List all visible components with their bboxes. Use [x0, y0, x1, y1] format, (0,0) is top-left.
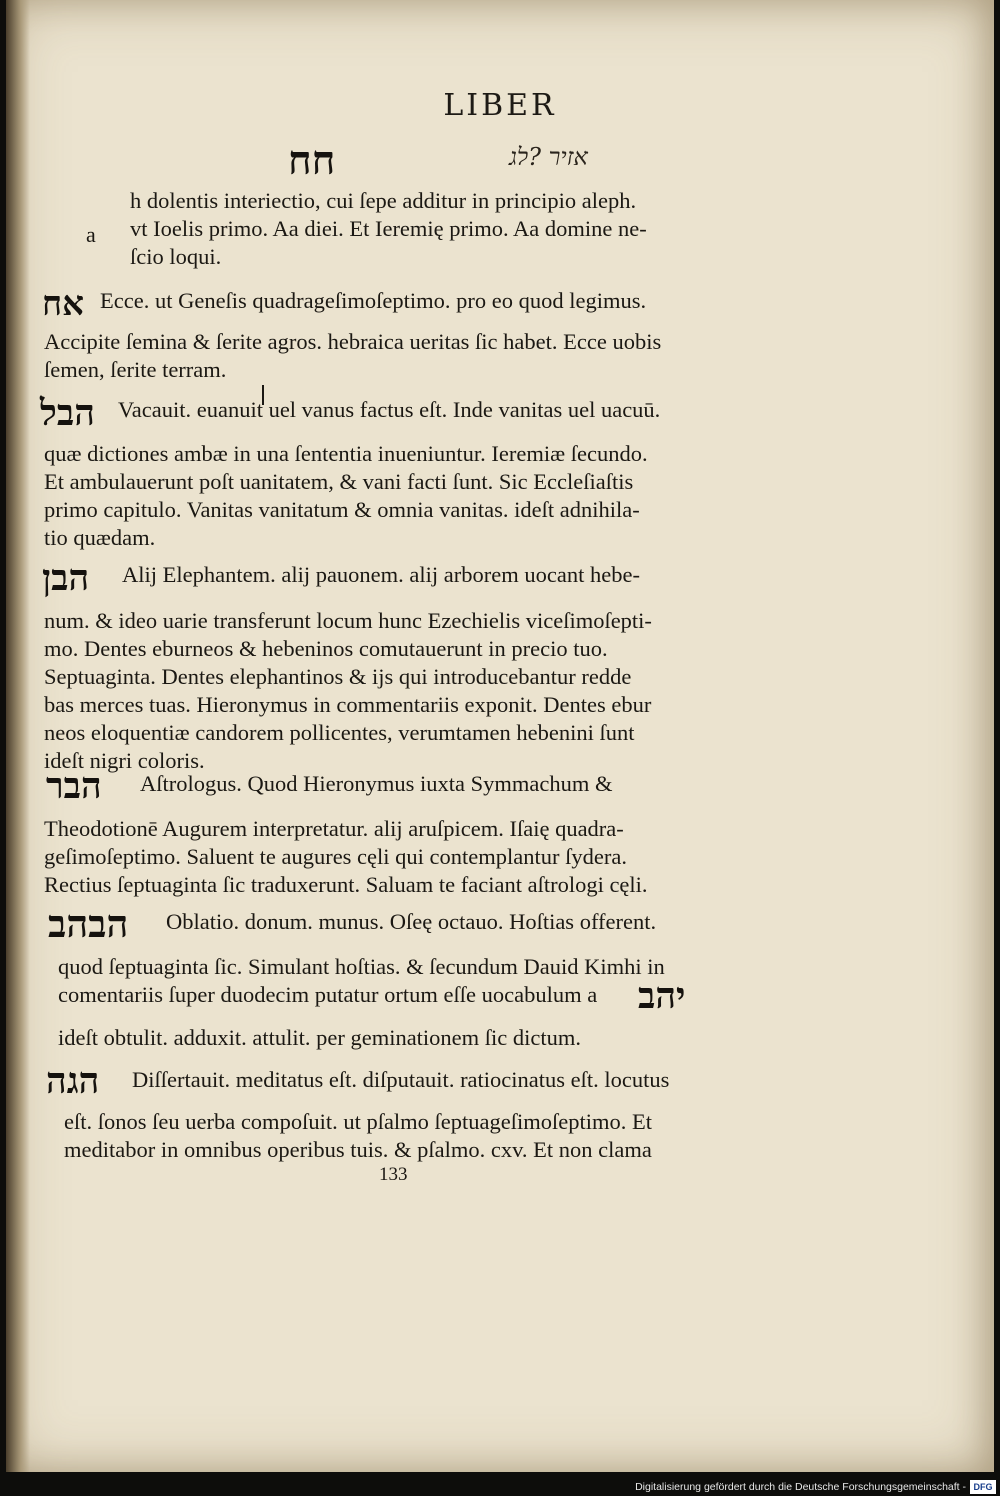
entry-line: mo. Dentes eburneos & hebeninos comutauerunt in precio tuo.: [44, 636, 608, 661]
entry-6-first: [132, 1066, 669, 1094]
entry-line: bas merces tuas. Hieronymus in commentariis exponit. Dentes ebur: [44, 692, 652, 717]
entry-line: ideſt nigri coloris.: [44, 748, 205, 773]
entry-line: Ecce. ut Geneſis quadrageſimoſeptimo. pro eo quod legimus.: [100, 288, 647, 313]
entry-line: Diſſertauit. meditatus eſt. diſputauit. ratiocinatus eſt. locutus: [132, 1067, 670, 1092]
entry-line: Accipite ſemina & ſerite agros. hebraica ueritas ſic habet. Ecce uobis: [44, 329, 662, 354]
page-header: LIBER: [443, 88, 557, 123]
margin-letter: a: [86, 222, 96, 247]
entry-hebrew: הגה: [46, 1060, 100, 1102]
entry-line: ſemen, ſerite terram.: [44, 357, 227, 382]
entry-line: tio quædam.: [44, 525, 156, 550]
entry-line: Oblatio. donum. munus. Oſeę octauo. Hoſtias offerent.: [166, 909, 657, 934]
manuscript-note: אזיר ?לג: [509, 143, 588, 171]
entry-line: ſcio loqui.: [130, 244, 222, 269]
entry-5: [58, 953, 665, 1009]
hebrew-headword: חח: [288, 137, 336, 184]
entry-line: comentariis ſuper duodecim putatur ortum eſſe uocabulum a: [58, 982, 598, 1007]
entry-4: [44, 815, 648, 899]
entry-2: [44, 440, 648, 552]
entry-2-first: [118, 396, 660, 424]
entry-line: Alij Elephantem. alij pauonem. alij arborem uocant hebe-: [122, 562, 640, 587]
entry-hebrew: הבר: [46, 765, 102, 807]
entry-line: eſt. ſonos ſeu uerba compoſuit. ut pſalmo ſeptuageſimoſeptimo. Et: [64, 1109, 653, 1134]
entry-5-first: [166, 908, 656, 936]
entry-hebrew: אח: [42, 284, 84, 324]
inline-hebrew-word: יהב: [638, 975, 686, 1017]
entry-4-first: [140, 770, 612, 798]
entry-line: geſimoſeptimo. Saluent te augures cęli qui contemplantur ſydera.: [44, 844, 627, 869]
entry-line: Vacauit. euanuit uel vanus factus eſt. Inde vanitas uel uacuū.: [118, 397, 661, 422]
entry-line: Theodotionē Augurem interpretatur. alij aruſpicem. Iſaię quadra-: [44, 816, 624, 841]
entry-line: vt Ioelis primo. Aa diei. Et Ieremię primo. Aa domine ne-: [130, 216, 647, 241]
entry-line: num. & ideo uarie transferunt locum hunc Ezechielis viceſimoſepti-: [44, 608, 652, 633]
entry-line: Aſtrologus. Quod Hieronymus iuxta Symmachum &: [140, 771, 613, 796]
entry-3: [44, 607, 652, 775]
entry-1-first: [100, 287, 646, 315]
entry-hebrew: הבן: [42, 557, 90, 599]
entry-5-last: [58, 1024, 581, 1052]
entry-line: ideſt obtulit. adduxit. attulit. per geminationem ſic dictum.: [58, 1025, 582, 1050]
entry-0: [130, 187, 647, 271]
entry-1: [44, 328, 661, 384]
entry-hebrew: הבל: [40, 392, 95, 434]
entry-line: h dolentis interiectio, cui ſepe additur in principio aleph.: [130, 188, 637, 213]
entry-line: Et ambulauerunt poſt uanitatem, & vani facti ſunt. Sic Eccleſiaſtis: [44, 469, 634, 494]
entry-line: meditabor in omnibus operibus tuis. & pſalmo. cxv. Et non clama: [64, 1137, 652, 1162]
entry-line: Septuaginta. Dentes elephantinos & ijs qui introducebantur redde: [44, 664, 632, 689]
entry-hebrew: הבהב: [48, 901, 129, 946]
entry-line: Rectius ſeptuaginta ſic traduxerunt. Saluam te faciant aſtrologi cęli.: [44, 872, 648, 897]
folio-number: 133: [379, 1164, 408, 1185]
entry-6: [64, 1108, 652, 1164]
page-spine-shadow: [6, 0, 30, 1472]
book-page: [6, 0, 994, 1472]
dfg-logo: DFG: [970, 1480, 996, 1494]
entry-line: quod ſeptuaginta ſic. Simulant hoſtias. & ſecundum Dauid Kimhi in: [58, 954, 665, 979]
entry-line: primo capitulo. Vanitas vanitatum & omnia vanitas. ideſt adnihila-: [44, 497, 640, 522]
entry-line: neos eloquentiæ candorem pollicentes, verumtamen hebenini ſunt: [44, 720, 635, 745]
entry-line: quæ dictiones ambæ in una ſententia inueniuntur. Ieremiæ ſecundo.: [44, 441, 648, 466]
footer-credit: Digitalisierung gefördert durch die Deutsche Forschungsgemeinschaft -: [635, 1481, 966, 1493]
entry-3-first: [122, 561, 640, 589]
